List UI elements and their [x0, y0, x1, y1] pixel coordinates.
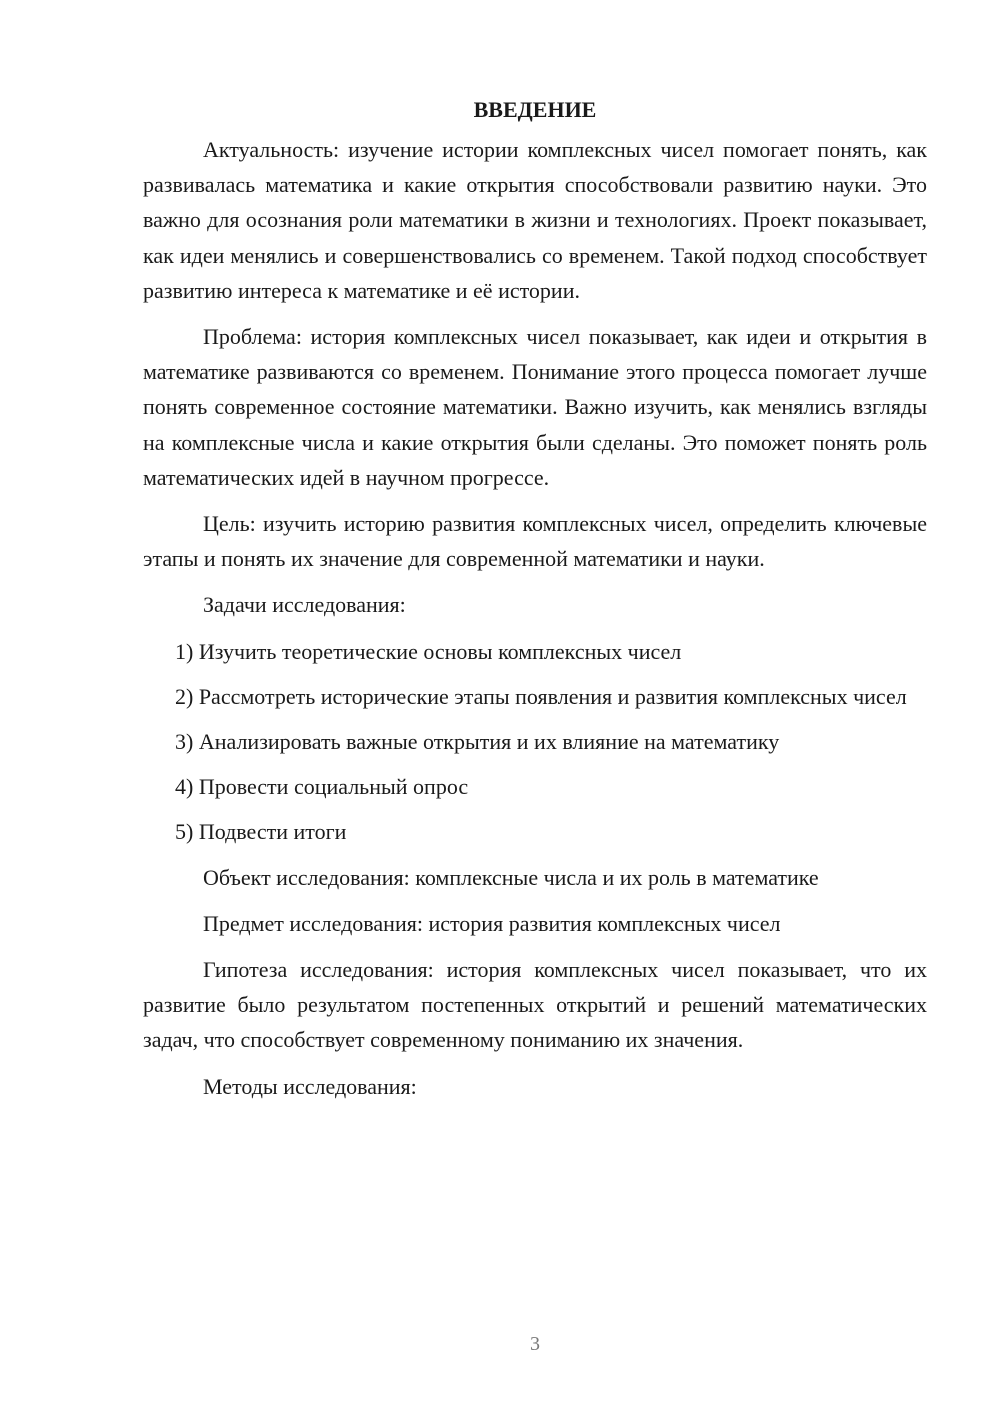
subject-paragraph: Предмет исследования: история развития комплексных чисел: [203, 910, 781, 936]
goal-paragraph: Цель: изучить историю развития комплексных чисел, определить ключевые этапы и понять их значение для современной математики и науки.: [143, 511, 927, 572]
page-title: ВВЕДЕНИЕ: [473, 97, 597, 122]
document-page: [143, 90, 927, 1115]
hypothesis-paragraph: Гипотеза исследования: история комплексных чисел показывает, что их развитие было результатом постепенных открытий и решений математических задач, что способствует современному пониманию их значения.: [143, 957, 927, 1053]
methods-heading: Методы исследования:: [203, 1073, 417, 1099]
task-item-5: 5) Подвести итоги: [175, 819, 347, 845]
problem-paragraph: Проблема: история комплексных чисел показывает, как идеи и открытия в математике развиваются со временем. Понимание этого процесса помогает лучше понять современное состояние математики. Важно изучить, как менялись взгляды на комплексные числа и какие открытия были сделаны. Это поможет понять роль математических идей в научном прогрессе.: [143, 324, 927, 490]
relevance-paragraph: Актуальность: изучение истории комплексных чисел помогает понять, как развивалась математика и какие открытия способствовали развитию науки. Это важно для осознания роли математики в жизни и технологиях. Проект показывает, как идеи менялись и совершенствовались со временем. Такой подход способствует развитию интереса к математике и её истории.: [143, 137, 927, 303]
task-item-3: 3) Анализировать важные открытия и их влияние на математику: [175, 729, 780, 755]
tasks-heading: Задачи исследования:: [203, 592, 406, 618]
object-paragraph: Объект исследования: комплексные числа и их роль в математике: [203, 864, 819, 890]
page-number: 3: [530, 1333, 540, 1355]
task-item-1: 1) Изучить теоретические основы комплексных чисел: [175, 638, 682, 664]
task-item-4: 4) Провести социальный опрос: [175, 774, 469, 800]
task-item-2: 2) Рассмотреть исторические этапы появления и развития комплексных чисел: [175, 683, 907, 709]
